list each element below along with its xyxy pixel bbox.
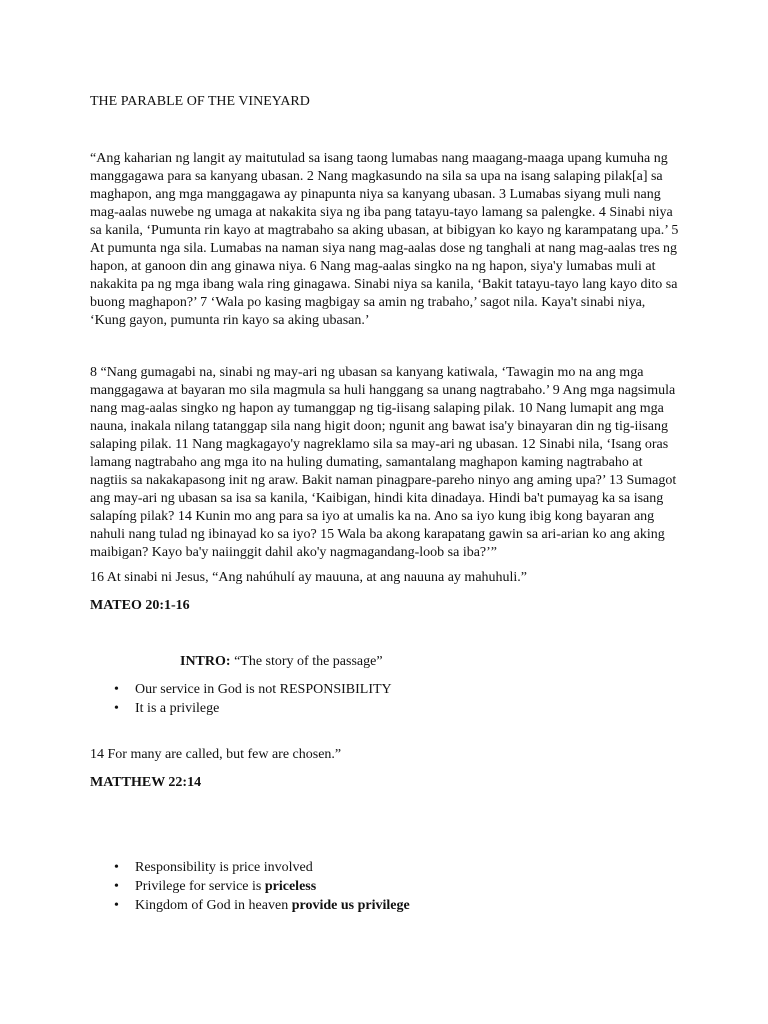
bullet-icon: • [114, 682, 119, 697]
list-item-text: Kingdom of God in heaven [135, 898, 292, 913]
bible-reference-mateo: MATEO 20:1-16 [90, 598, 190, 613]
bullet-icon: • [114, 701, 119, 716]
verse-paragraph: 14 For many are called, but few are chosen.” [90, 747, 342, 762]
list-item-text: Privilege for service is [135, 879, 265, 894]
intro-line [180, 653, 580, 671]
bullet-icon: • [114, 860, 119, 875]
passage-paragraph-3: 16 At sinabi ni Jesus, “Ang nahúhulí ay mauuna, at ang nauuna ay mahuhuli.” [90, 570, 528, 585]
passage-paragraph-1: “Ang kaharian ng langit ay maitutulad sa isang taong lumabas nang maagang-maaga upang kumuha ng manggagawa para sa kanyang ubasan. 2 Nang magkasundo na sila sa upa na isang salaping pilak[a] sa maghapon, ang mga manggagawa ay pinapunta niya sa kanyang ubasan. 3 Lumabas siyang muli nang mag-aalas nuwebe ng umaga at nakakita siya ng iba pang tatayu-tayo lamang sa palengke. 4 Sinabi niya sa kanila, ‘Pumunta rin kayo at magtrabaho sa aking ubasan, at bibigyan ko kayo ng karampatang upa.’ 5 At pumunta nga sila. Lumabas na naman siya nang mag-aalas dose ng tanghali at nang mag-aalas tres ng hapon, at ganoon din ang ginawa niya. 6 Nang mag-aalas singko na ng hapon, siya'y lumabas muli at nakakita pa ng mga ibang wala ring ginagawa. Sinabi niya sa kanila, ‘Bakit tatayu-tayo lang kayo dito sa buong maghapon?’ 7 ‘Wala po kasing magbigay sa amin ng trabaho,’ sagot nila. Kaya't sinabi niya, ‘Kung gayon, pumunta rin kayo sa aking ubasan.’ [90, 151, 679, 328]
bible-reference-matthew: MATTHEW 22:14 [90, 775, 202, 790]
list-item-text: Responsibility is price involved [135, 860, 313, 875]
bullet-icon: • [114, 879, 119, 894]
bullet-icon: • [114, 898, 119, 913]
list-item [90, 897, 410, 916]
list-item [90, 700, 392, 719]
list-item-text: It is a privilege [135, 701, 220, 716]
bullet-list-1 [90, 681, 392, 719]
list-item [90, 681, 392, 700]
list-item [90, 878, 410, 897]
intro-text: “The story of the passage” [234, 654, 383, 669]
document-title: THE PARABLE OF THE VINEYARD [90, 94, 310, 109]
list-item-text: Our service in God is not RESPONSIBILITY [135, 682, 392, 697]
intro-label: INTRO: [180, 654, 231, 669]
list-item [90, 859, 410, 878]
list-item-bold: provide us privilege [291, 898, 410, 913]
passage-paragraph-2: 8 “Nang gumagabi na, sinabi ng may-ari ng ubasan sa kanyang katiwala, ‘Tawagin mo na ang mga manggagawa at bayaran mo sila magmula sa huli hanggang sa unang nagtrabaho.’ 9 Ang mga nagsimula nang mag-aalas singko ng hapon ay tumanggap ng tig-iisang salaping pilak. 10 Nang lumapit ang mga nauna, inakala nilang tatanggap sila nang higit doon; ngunit ang bawat isa'y binayaran din ng tig-iisang salaping pilak. 11 Nang magkagayo'y nagreklamo sila sa may-ari ng ubasan. 12 Sinabi nila, ‘Isang oras lamang nagtrabaho ang mga ito na huling dumating, samantalang maghapon kaming nagtrabaho at nagtiis sa nakakapasong init ng araw. Bakit naman pinagpare-pareho ninyo ang aming upa?’ 13 Sumagot ang may-ari ng ubasan sa isa sa kanila, ‘Kaibigan, hindi kita dinadaya. Hindi ba't pumayag ka sa isang salapíng pilak? 14 Kunin mo ang para sa iyo at umalis ka na. Ano sa iyo kung ibig kong bayaran ang nahuli nang tulad ng ibinayad ko sa iyo? 15 Wala ba akong karapatang gawin sa ari-arian ko ang aking maibigan? Kayo ba'y naiinggit dahil ako'y nagmagandang-loob sa iba?’” [90, 365, 677, 560]
list-item-bold: priceless [264, 879, 317, 894]
bullet-list-2 [90, 859, 410, 916]
